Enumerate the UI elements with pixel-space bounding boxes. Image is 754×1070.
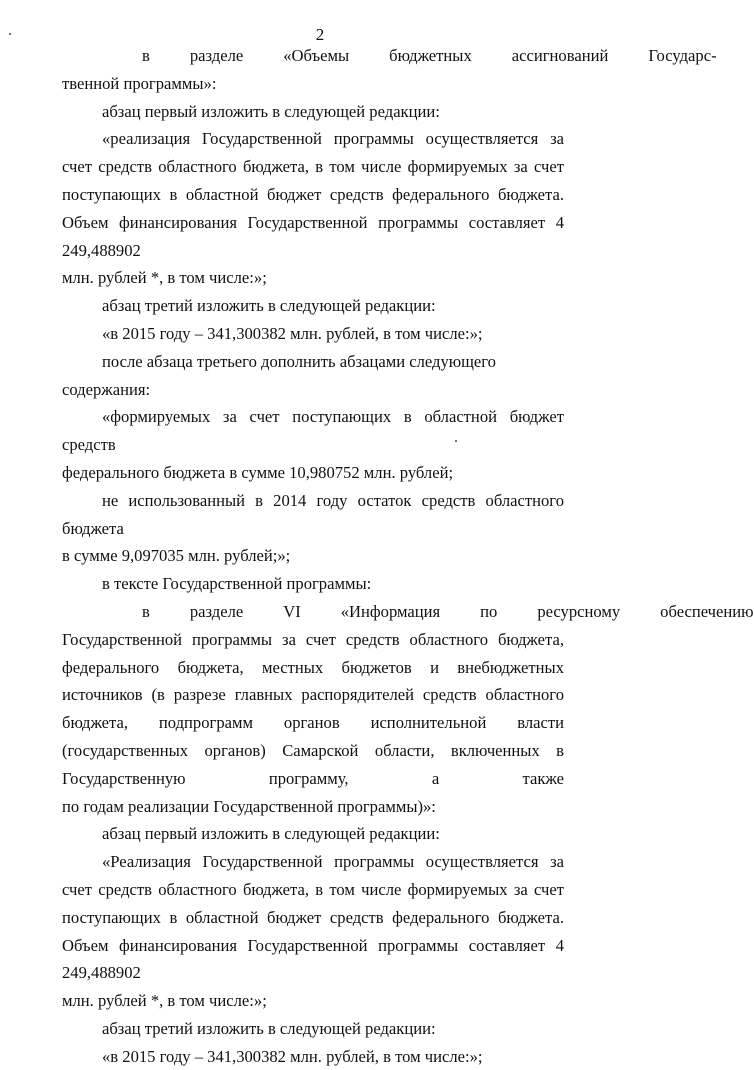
heading-word: обеспечению bbox=[660, 601, 754, 621]
section-heading-budget-cont: твенной программы»: bbox=[62, 73, 217, 93]
heading-word: Государс- bbox=[648, 46, 717, 65]
quoted-paragraph-end: в сумме 9,097035 млн. рублей;»; bbox=[62, 546, 291, 566]
quoted-paragraph-end: федерального бюджета в сумме 10,980752 млн. рублей; bbox=[62, 462, 454, 482]
instruction-paragraph: абзац первый изложить в следующей редакции: bbox=[102, 101, 440, 121]
heading-word: «Информация bbox=[340, 601, 441, 621]
quoted-paragraph: «в 2015 году – 341,300382 млн. рублей, в том числе:»; bbox=[102, 323, 483, 343]
quoted-paragraph: «формируемых за счет поступающих в областной бюджет средств bbox=[62, 407, 564, 455]
heading-word: в bbox=[142, 601, 150, 621]
heading-word: разделе bbox=[189, 46, 244, 65]
section-heading-vi bbox=[62, 598, 754, 626]
quoted-paragraph-end: млн. рублей *, в том числе:»; bbox=[62, 268, 267, 288]
document-body bbox=[62, 42, 754, 1070]
instruction-paragraph: в тексте Государственной программы: bbox=[102, 574, 372, 594]
heading-word: бюджетных bbox=[389, 46, 472, 65]
section-heading-budget bbox=[62, 42, 717, 70]
quoted-paragraph: не использованный в 2014 году остаток средств областного бюджета bbox=[62, 490, 564, 538]
heading-word: VI bbox=[283, 601, 301, 621]
quoted-paragraph: «реализация Государственной программы осуществляется за счет средств областного бюджета, в том числе формируемых за счет поступающих в областной бюджет средств федерального бюджета. Объем финансирования Государственной программы составляет 4 249,488902 bbox=[62, 129, 564, 260]
heading-word: «Объемы bbox=[283, 46, 350, 65]
heading-word: разделе bbox=[189, 601, 244, 621]
instruction-paragraph: абзац третий изложить в следующей редакции: bbox=[102, 296, 436, 316]
instruction-paragraph: абзац третий изложить в следующей редакции: bbox=[102, 1018, 436, 1038]
heading-word: ассигнований bbox=[511, 46, 609, 65]
heading-word: ресурсному bbox=[537, 601, 621, 621]
quoted-paragraph: «Реализация Государственной программы осуществляется за счет средств областного бюджета, в том числе формируемых за счет поступающих в областной бюджет средств федерального бюджета. Объем финансирования Государственной программы составляет 4 249,488902 bbox=[62, 852, 564, 983]
quoted-paragraph-end: млн. рублей *, в том числе:»; bbox=[62, 991, 267, 1011]
heading-word: в bbox=[142, 46, 150, 65]
instruction-paragraph: после абзаца третьего дополнить абзацами следующего содержания: bbox=[62, 351, 496, 399]
heading-word: по bbox=[480, 601, 498, 621]
section-heading-vi-body: Государственной программы за счет средств областного бюджета, федерального бюджета, местных бюджетов и внебюджетных источников (в разрезе главных распорядителей средств областного бюджета, подпрограмм органов исполнительной власти (государственных органов) Самарской области, включенных в Государственную программу, а также bbox=[62, 629, 564, 788]
quoted-paragraph: «в 2015 году – 341,300382 млн. рублей, в том числе:»; bbox=[102, 1046, 483, 1066]
page-number: 2 bbox=[315, 25, 325, 44]
instruction-paragraph: абзац первый изложить в следующей редакции: bbox=[102, 824, 440, 844]
section-heading-vi-end: по годам реализации Государственной программы)»: bbox=[62, 796, 436, 816]
